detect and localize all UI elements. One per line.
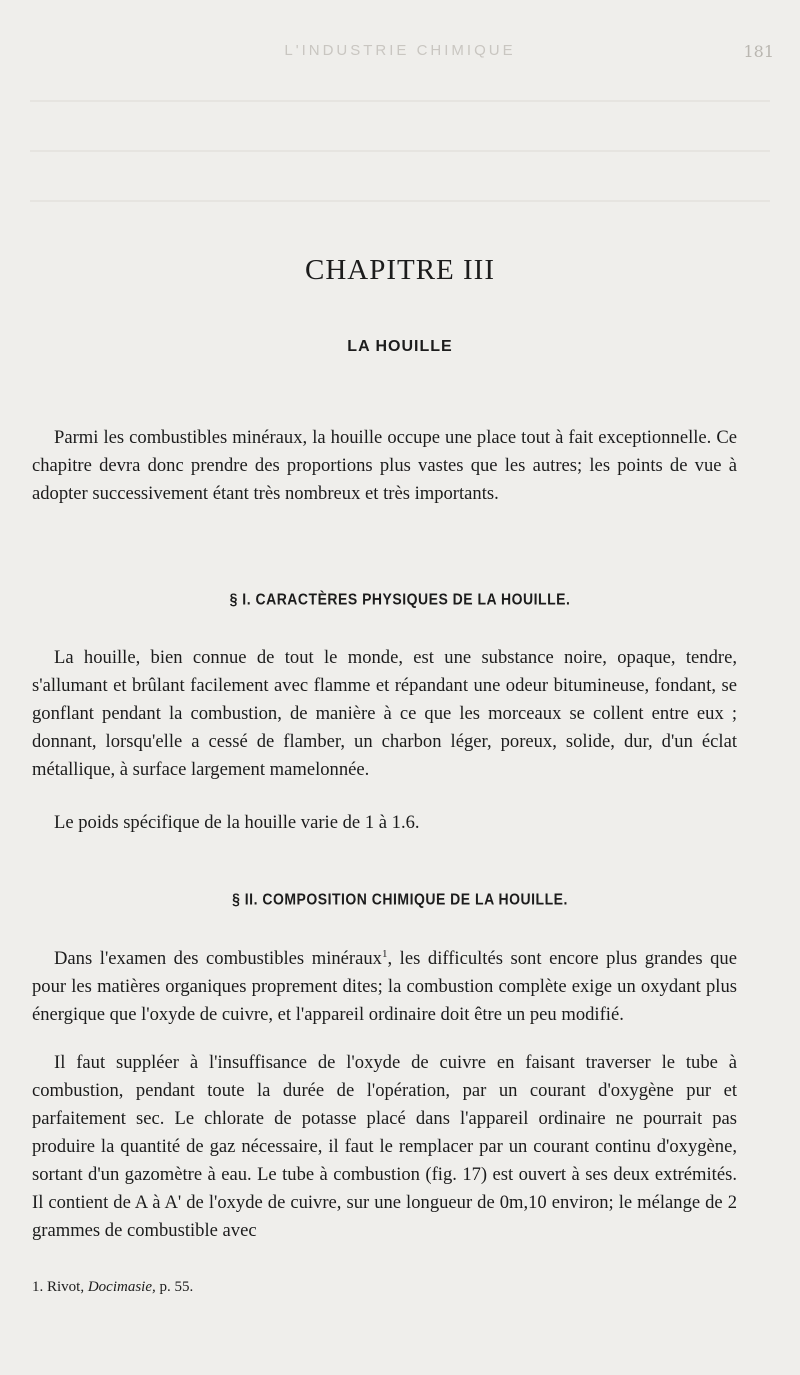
footnote-page: p. 55. bbox=[159, 1279, 194, 1295]
footnote bbox=[32, 1279, 193, 1296]
chapter-title: CHAPITRE III bbox=[304, 254, 495, 286]
section-heading: § II. COMPOSITION CHIMIQUE DE LA HOUILLE. bbox=[232, 889, 568, 909]
section-heading: § I. CARACTÈRES PHYSIQUES DE LA HOUILLE. bbox=[229, 589, 571, 609]
body-paragraph: Le poids spécifique de la houille varie de 1 à 1.6. bbox=[54, 812, 420, 833]
body-paragraph: La houille, bien connue de tout le monde, est une substance noire, opaque, tendre, s'allumant et brûlant facilement avec flamme et répandant une odeur bitumineuse, fondant, se gonflant pendant la combustion, de manière à ce que les morceaux se collent entre eux ; donnant, lorsqu'elle a cessé de flamber, un charbon léger, poreux, solide, dur, d'un éclat métallique, à surface largement mamelonnée. bbox=[32, 647, 737, 780]
paragraph-text: Dans l'examen des combustibles minéraux bbox=[54, 948, 382, 969]
running-head: L'INDUSTRIE CHIMIQUE bbox=[284, 42, 516, 59]
body-paragraph bbox=[32, 945, 737, 1029]
footnote-title: Docimasie, bbox=[87, 1279, 156, 1295]
footnote-author: Rivot, bbox=[47, 1279, 85, 1295]
chapter-subtitle: LA HOUILLE bbox=[347, 338, 453, 355]
footnote-ref: 1 bbox=[381, 947, 388, 960]
bleed-through-line bbox=[30, 150, 770, 152]
bleed-through-line bbox=[30, 200, 770, 202]
body-paragraph: Il faut suppléer à l'insuffisance de l'oxyde de cuivre en faisant traverser le tube à combustion, pendant toute la durée de l'opération, par un courant d'oxygène pur et parfaitement sec. Le chlorate de potasse placé dans l'appareil ordinaire ne pourrait pas produire la quantité de gaz nécessaire, il faut le remplacer par un courant continu d'oxygène, sortant d'un gazomètre à eau. Le tube à combustion (fig. 17) est ouvert à ses deux extrémités. Il contient de A à A' de l'oxyde de cuivre, sur une longueur de 0m,10 environ; le mélange de 2 grammes de combustible avec bbox=[32, 1052, 737, 1241]
intro-paragraph: Parmi les combustibles minéraux, la houille occupe une place tout à fait exceptionnelle. Ce chapitre devra donc prendre des proportions plus vastes que les autres; les points de vue à adopter successivement étant très nombreux et très importants. bbox=[32, 427, 737, 504]
bleed-through-line bbox=[30, 100, 770, 102]
page-number: 181 bbox=[743, 42, 774, 61]
footnote-number: 1. bbox=[32, 1279, 44, 1295]
paragraph-text: , les difficultés sont encore plus grandes que pour les matières organiques proprement dites; la combustion complète exige un oxydant plus énergique que l'oxyde de cuivre, et l'appareil ordinaire doit être un peu modifié. bbox=[32, 948, 737, 1025]
